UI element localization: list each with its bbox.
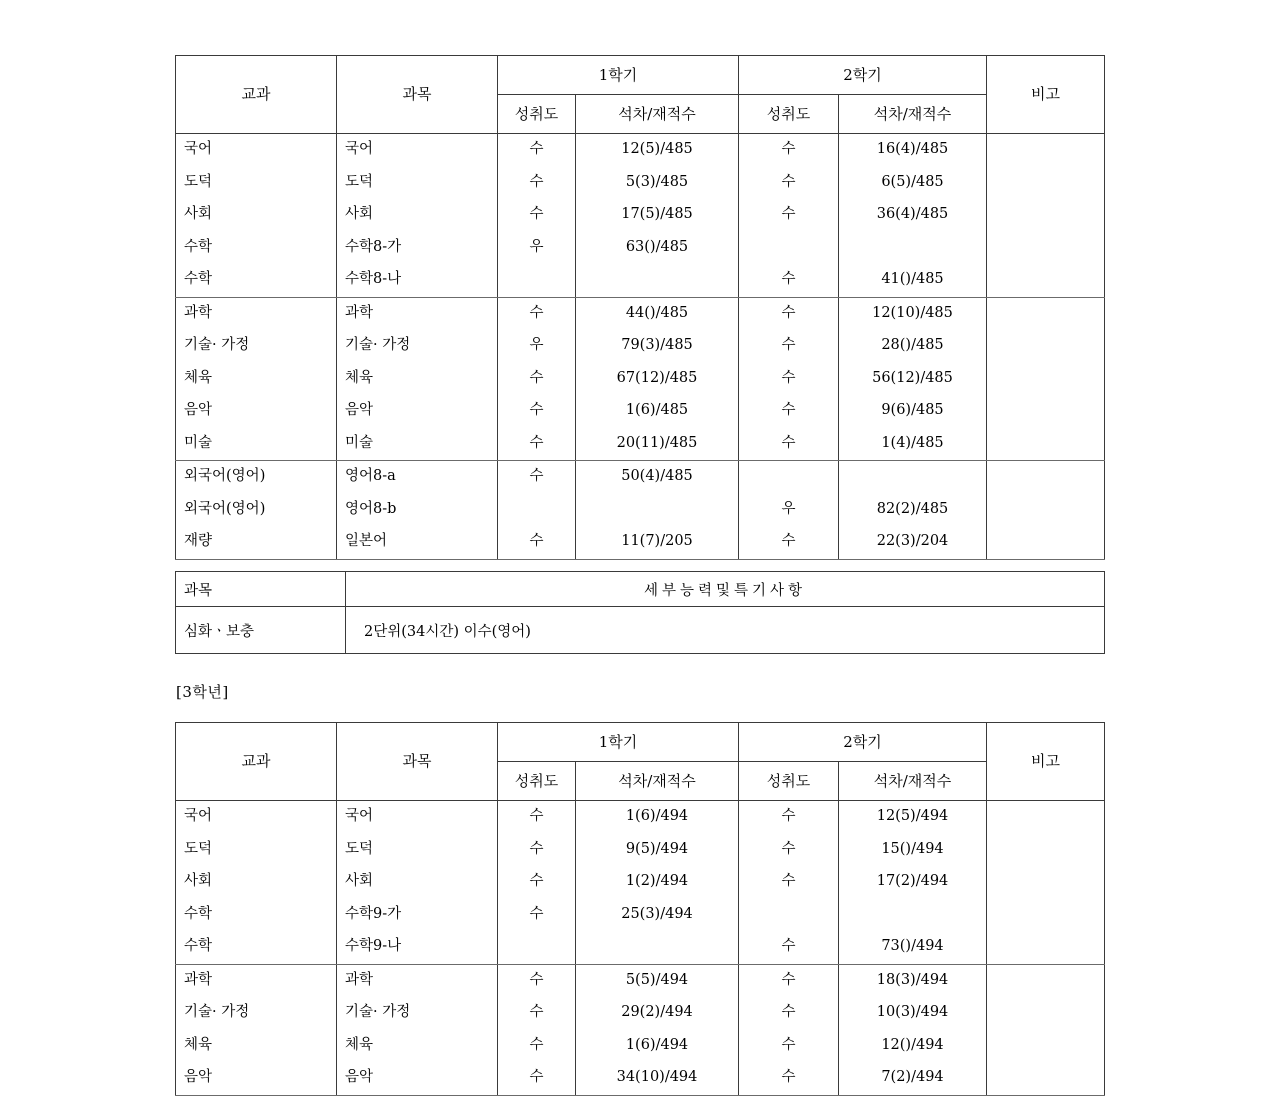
cell-rank-s1: 5(5)/494 [576,964,739,997]
cell-remarks [987,834,1105,867]
cell-subject-area: 사회 [176,866,337,899]
cell-subject: 체육 [337,1030,498,1063]
table-row [176,330,1105,363]
cell-achievement-s2: 수 [739,199,839,232]
cell-subject: 영어8-b [337,494,498,527]
cell-subject-area: 사회 [176,199,337,232]
cell-remarks [987,461,1105,494]
special-notes-header-title: 세부능력및특기사항 [346,572,1105,607]
cell-remarks [987,297,1105,330]
cell-achievement-s2: 수 [739,964,839,997]
cell-subject-area: 음악 [176,395,337,428]
cell-subject: 과학 [337,964,498,997]
cell-achievement-s2: 수 [739,834,839,867]
cell-remarks [987,801,1105,834]
header-rank-s2: 석차/재적수 [839,762,987,801]
cell-rank-s1: 63()/485 [576,232,739,265]
table-row [176,899,1105,932]
cell-subject: 일본어 [337,526,498,559]
table-row [176,167,1105,200]
cell-rank-s2: 7(2)/494 [839,1062,987,1095]
table-row [176,494,1105,527]
header-subject: 과목 [337,723,498,801]
header-subject: 과목 [337,56,498,134]
cell-achievement-s2: 수 [739,330,839,363]
special-notes-header-label: 과목 [176,572,346,607]
cell-achievement-s2: 수 [739,134,839,167]
cell-remarks [987,395,1105,428]
cell-subject-area: 수학 [176,899,337,932]
cell-subject: 수학9-나 [337,931,498,964]
cell-remarks [987,199,1105,232]
table-row [176,297,1105,330]
cell-rank-s2: 9(6)/485 [839,395,987,428]
cell-rank-s1: 9(5)/494 [576,834,739,867]
cell-achievement-s2: 수 [739,997,839,1030]
cell-achievement-s1: 수 [498,1062,576,1095]
cell-achievement-s1: 수 [498,167,576,200]
table-row [176,134,1105,167]
cell-subject-area: 외국어(영어) [176,461,337,494]
cell-rank-s2: 15()/494 [839,834,987,867]
table-row [176,232,1105,265]
cell-rank-s2: 12()/494 [839,1030,987,1063]
cell-achievement-s1: 우 [498,232,576,265]
cell-achievement-s2: 수 [739,1030,839,1063]
cell-achievement-s1: 수 [498,801,576,834]
cell-remarks [987,232,1105,265]
cell-rank-s1: 44()/485 [576,297,739,330]
header-semester-2: 2학기 [739,723,987,762]
cell-achievement-s2: 수 [739,526,839,559]
section-label-grade3: [3학년] [176,683,229,701]
cell-subject: 국어 [337,801,498,834]
table-row [176,931,1105,964]
cell-achievement-s1 [498,494,576,527]
cell-achievement-s1: 수 [498,134,576,167]
cell-achievement-s1: 수 [498,1030,576,1063]
cell-achievement-s1: 수 [498,461,576,494]
cell-remarks [987,899,1105,932]
cell-rank-s2 [839,899,987,932]
cell-subject-area: 기술· 가정 [176,997,337,1030]
cell-remarks [987,526,1105,559]
cell-subject: 기술· 가정 [337,330,498,363]
cell-subject-area: 과학 [176,297,337,330]
grade-table-header [176,56,1105,134]
cell-rank-s2: 41()/485 [839,264,987,297]
cell-rank-s1 [576,264,739,297]
table-row [176,526,1105,559]
cell-rank-s1: 5(3)/485 [576,167,739,200]
table-row [176,834,1105,867]
cell-rank-s1: 1(2)/494 [576,866,739,899]
cell-achievement-s1: 수 [498,866,576,899]
cell-subject: 사회 [337,199,498,232]
cell-subject: 수학9-가 [337,899,498,932]
cell-remarks [987,964,1105,997]
cell-achievement-s2 [739,899,839,932]
grade-table-body [176,134,1105,560]
cell-rank-s1: 11(7)/205 [576,526,739,559]
cell-subject-area: 수학 [176,264,337,297]
header-remarks: 비고 [987,56,1105,134]
cell-rank-s1: 67(12)/485 [576,363,739,396]
cell-rank-s2: 1(4)/485 [839,428,987,461]
cell-subject-area: 외국어(영어) [176,494,337,527]
cell-remarks [987,363,1105,396]
cell-achievement-s2: 우 [739,494,839,527]
cell-subject-area: 음악 [176,1062,337,1095]
cell-remarks [987,1062,1105,1095]
cell-remarks [987,428,1105,461]
cell-remarks [987,167,1105,200]
cell-achievement-s1: 수 [498,199,576,232]
cell-subject-area: 과학 [176,964,337,997]
cell-rank-s2: 16(4)/485 [839,134,987,167]
header-semester-2: 2학기 [739,56,987,95]
cell-subject-area: 국어 [176,134,337,167]
cell-achievement-s2 [739,232,839,265]
cell-rank-s2 [839,232,987,265]
cell-subject-area: 기술· 가정 [176,330,337,363]
cell-rank-s2: 17(2)/494 [839,866,987,899]
header-achievement-s2: 성취도 [739,762,839,801]
cell-rank-s1: 29(2)/494 [576,997,739,1030]
cell-subject: 수학8-나 [337,264,498,297]
special-notes-header-row [176,572,1105,607]
cell-achievement-s2: 수 [739,428,839,461]
header-achievement-s1: 성취도 [498,762,576,801]
cell-rank-s1: 25(3)/494 [576,899,739,932]
cell-rank-s1: 1(6)/485 [576,395,739,428]
grade-table-body [176,801,1105,1096]
cell-achievement-s2 [739,461,839,494]
table-row [176,1030,1105,1063]
cell-achievement-s2: 수 [739,167,839,200]
cell-rank-s1: 12(5)/485 [576,134,739,167]
cell-rank-s1: 17(5)/485 [576,199,739,232]
cell-rank-s1: 34(10)/494 [576,1062,739,1095]
cell-subject: 도덕 [337,834,498,867]
cell-remarks [987,866,1105,899]
cell-achievement-s1: 수 [498,526,576,559]
cell-achievement-s1: 수 [498,834,576,867]
header-rank-s1: 석차/재적수 [576,762,739,801]
cell-subject: 사회 [337,866,498,899]
cell-subject: 음악 [337,395,498,428]
cell-remarks [987,264,1105,297]
cell-rank-s1 [576,931,739,964]
header-semester-1: 1학기 [498,723,739,762]
header-achievement-s2: 성취도 [739,95,839,134]
cell-remarks [987,997,1105,1030]
cell-achievement-s1: 수 [498,964,576,997]
cell-rank-s1: 1(6)/494 [576,801,739,834]
cell-remarks [987,931,1105,964]
cell-rank-s1: 79(3)/485 [576,330,739,363]
cell-rank-s2 [839,461,987,494]
table-row [176,866,1105,899]
cell-subject-area: 수학 [176,931,337,964]
cell-remarks [987,494,1105,527]
cell-achievement-s1 [498,264,576,297]
cell-rank-s2: 28()/485 [839,330,987,363]
cell-achievement-s2: 수 [739,297,839,330]
cell-subject-area: 도덕 [176,834,337,867]
header-achievement-s1: 성취도 [498,95,576,134]
cell-subject: 수학8-가 [337,232,498,265]
cell-subject-area: 체육 [176,1030,337,1063]
cell-achievement-s2: 수 [739,395,839,428]
cell-achievement-s1: 수 [498,363,576,396]
special-notes-row-label: 심화ㆍ보충 [176,607,346,654]
header-remarks: 비고 [987,723,1105,801]
grade-table-grade2 [175,55,1105,560]
cell-rank-s2: 18(3)/494 [839,964,987,997]
special-notes-row [176,607,1105,654]
cell-subject: 과학 [337,297,498,330]
special-notes-row-text: 2단위(34시간) 이수(영어) [346,607,1105,654]
grade-table-header [176,723,1105,801]
grade-table-grade3 [175,722,1105,1096]
cell-achievement-s2: 수 [739,931,839,964]
cell-achievement-s2: 수 [739,264,839,297]
cell-subject: 영어8-a [337,461,498,494]
table-row [176,199,1105,232]
table-row [176,964,1105,997]
cell-rank-s2: 12(5)/494 [839,801,987,834]
cell-achievement-s1: 우 [498,330,576,363]
cell-subject-area: 미술 [176,428,337,461]
cell-rank-s1: 50(4)/485 [576,461,739,494]
header-semester-1: 1학기 [498,56,739,95]
cell-rank-s2: 12(10)/485 [839,297,987,330]
cell-achievement-s2: 수 [739,866,839,899]
cell-rank-s1: 20(11)/485 [576,428,739,461]
cell-achievement-s1: 수 [498,297,576,330]
cell-rank-s2: 73()/494 [839,931,987,964]
cell-subject-area: 국어 [176,801,337,834]
header-rank-s2: 석차/재적수 [839,95,987,134]
cell-subject-area: 도덕 [176,167,337,200]
table-row [176,801,1105,834]
cell-remarks [987,134,1105,167]
cell-rank-s2: 10(3)/494 [839,997,987,1030]
cell-subject: 체육 [337,363,498,396]
cell-rank-s2: 22(3)/204 [839,526,987,559]
cell-achievement-s2: 수 [739,801,839,834]
table-row [176,428,1105,461]
header-rank-s1: 석차/재적수 [576,95,739,134]
table-row [176,1062,1105,1095]
header-subject-area: 교과 [176,56,337,134]
table-row [176,997,1105,1030]
cell-achievement-s2: 수 [739,1062,839,1095]
cell-rank-s2: 36(4)/485 [839,199,987,232]
cell-achievement-s1: 수 [498,899,576,932]
cell-subject-area: 체육 [176,363,337,396]
cell-rank-s2: 82(2)/485 [839,494,987,527]
cell-achievement-s2: 수 [739,363,839,396]
cell-subject: 기술· 가정 [337,997,498,1030]
cell-rank-s2: 6(5)/485 [839,167,987,200]
cell-subject: 음악 [337,1062,498,1095]
header-subject-area: 교과 [176,723,337,801]
cell-achievement-s1: 수 [498,428,576,461]
cell-subject: 도덕 [337,167,498,200]
cell-remarks [987,1030,1105,1063]
table-row [176,395,1105,428]
cell-achievement-s1 [498,931,576,964]
cell-rank-s2: 56(12)/485 [839,363,987,396]
cell-subject-area: 수학 [176,232,337,265]
cell-rank-s1 [576,494,739,527]
special-notes-table [175,571,1105,654]
table-row [176,461,1105,494]
cell-achievement-s1: 수 [498,997,576,1030]
cell-subject: 미술 [337,428,498,461]
table-row [176,363,1105,396]
cell-subject-area: 재량 [176,526,337,559]
special-notes-body [176,572,1105,654]
table-row [176,264,1105,297]
cell-achievement-s1: 수 [498,395,576,428]
cell-remarks [987,330,1105,363]
cell-rank-s1: 1(6)/494 [576,1030,739,1063]
cell-subject: 국어 [337,134,498,167]
